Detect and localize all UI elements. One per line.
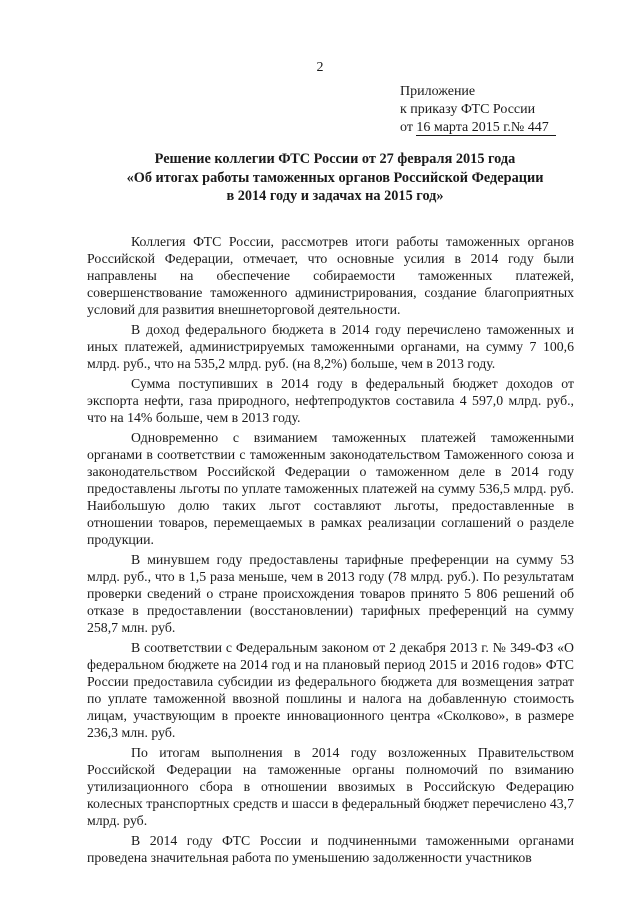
document-title <box>120 150 550 206</box>
paragraph-1: Коллегия ФТС России, рассмотрев итоги работы таможенных органов Российской Федерации, отмечает, что основные усилия в 2014 году были направлены на обеспечение собираемости таможенных платежей, совершенствование таможенного администрирования, создание благоприятных условий для развития внешнеторговой деятельности. <box>87 234 574 317</box>
appendix-block <box>400 83 549 137</box>
paragraph-4: Одновременно с взиманием таможенных платежей таможенными органами в соответствии с таможенным законодательством Таможенного союза и законодательством Российской Федерации о таможенном деле в 2014 году предоставлены льготы по уплате таможенных платежей на сумму 536,5 млрд. руб. Наибольшую долю таких льгот составляют льготы, предоставленные в отношении товаров, перемещаемых в рамках реализации соглашений о разделе продукции. <box>87 430 574 547</box>
paragraph-3: Сумма поступивших в 2014 году в федеральный бюджет доходов от экспорта нефти, газа природного, нефтепродуктов составила 4 597,0 млрд. руб., что на 14% больше, чем в 2013 году. <box>87 376 574 425</box>
appendix-order-line <box>400 119 549 137</box>
paragraph-5: В минувшем году предоставлены тарифные преференции на сумму 53 млрд. руб., что в 1,5 раза меньше, чем в 2013 году (78 млрд. руб.). По результатам проверки сведений о стране происхождения товаров принято 5 806 решений об отказе в предоставлении (восстановлении) тарифных преференций на сумму 258,7 млн. руб. <box>87 552 574 635</box>
appendix-line-2: к приказу ФТС России <box>400 102 536 117</box>
paragraph-2: В доход федерального бюджета в 2014 году перечислено таможенных и иных платежей, администрируемых таможенными органами, на сумму 7 100,6 млрд. руб., что на 535,2 млрд. руб. (на 8,2%) больше, чем в 2013 году. <box>87 322 574 371</box>
title-line-1: Решение коллегии ФТС России от 27 февраля 2015 года <box>154 151 516 167</box>
document-body <box>87 233 574 869</box>
appendix-line-3: от 16 марта 2015 г.№ 447 <box>400 120 549 135</box>
paragraph-6: В соответствии с Федеральным законом от 2 декабря 2013 г. № 349-ФЗ «О федеральном бюджете на 2014 год и на плановый период 2015 и 2016 годов» ФТС России предоставила субсидии из федерального бюджета для возмещения затрат по уплате таможенной ввозной пошлины и налога на добавленную стоимость лицам, участвующим в проекте инновационного центра «Сколково», в размере 236,3 млн. руб. <box>87 640 574 740</box>
paragraph-7: По итогам выполнения в 2014 году возложенных Правительством Российской Федерации на таможенные органы полномочий по взиманию утилизационного сбора в отношении ввозимых в Российскую Федерацию колесных транспортных средств и шасси в федеральный бюджет перечислено 43,7 млрд. руб. <box>87 745 574 828</box>
order-underline <box>416 135 556 136</box>
title-line-2: «Об итогах работы таможенных органов Российской Федерации <box>126 169 544 186</box>
page-number: 2 <box>316 60 324 75</box>
appendix-line-1: Приложение <box>400 84 476 99</box>
title-line-3: в 2014 году и задачах на 2015 год» <box>226 188 444 204</box>
paragraph-8: В 2014 году ФТС России и подчиненными таможенными органами проведена значительная работа по уменьшению задолженности участников <box>87 833 574 865</box>
